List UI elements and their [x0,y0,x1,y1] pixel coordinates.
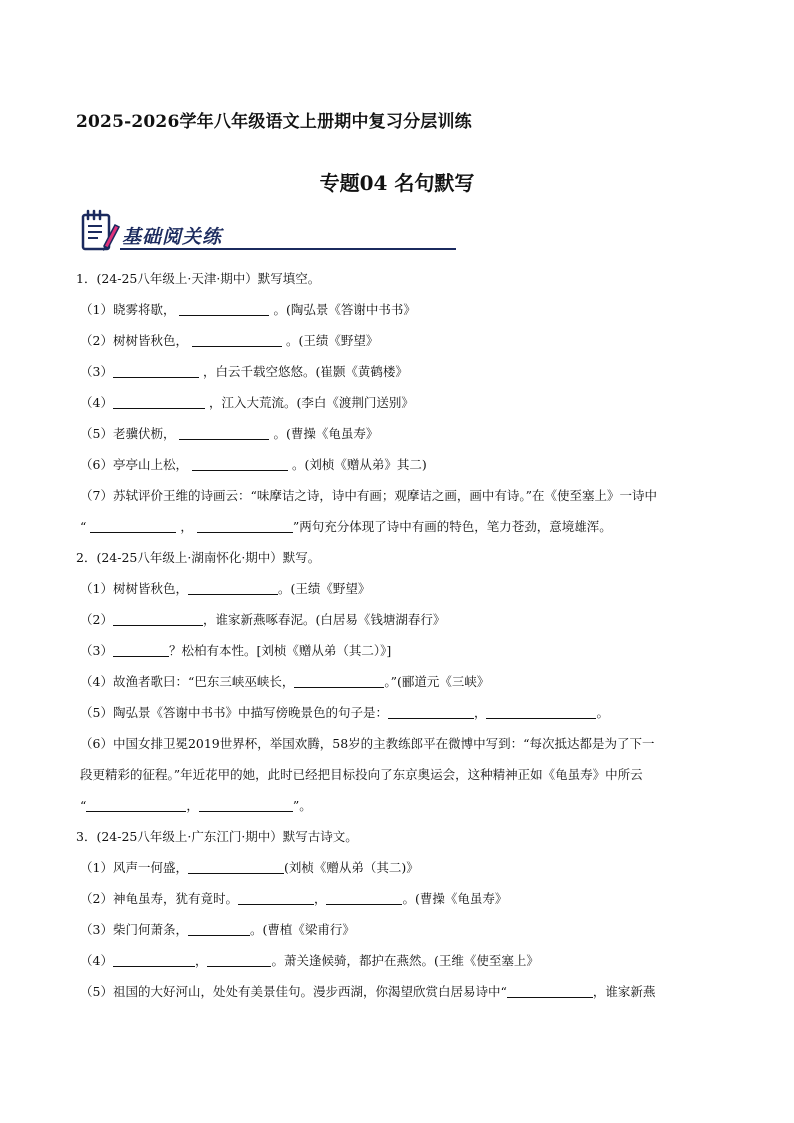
answer-blank[interactable] [179,303,269,316]
answer-blank[interactable] [188,923,250,936]
question-3-item-5: （5）祖国的大好河山，处处有美景佳句。漫步西湖，你渴望欣赏白居易诗中“ ，谁家新燕 [80,984,656,999]
question-2-item-2: （2） ，谁家新燕啄春泥。(白居易《钱塘湖春行》 [80,612,446,627]
question-2-item-4: （4）故渔者歌曰：“巴东三峡巫峡长， 。”(郦道元《三峡》 [80,674,490,689]
answer-blank[interactable] [192,334,282,347]
document-title: 2025-2026学年八年级语文上册期中复习分层训练 [76,112,472,132]
answer-blank[interactable] [179,427,269,440]
question-2-item-6-answer: “ ， ”。 [80,798,312,813]
answer-blank[interactable] [188,861,284,874]
question-2-item-6-continued: 段更精彩的征程。”年近花甲的她，此时已经把目标投向了东京奥运会，这种精神正如《龟虽寿》中所云 [80,767,643,782]
notebook-pen-icon [80,208,120,254]
question-3-stem: 3．(24-25八年级上·广东江门·期中）默写古诗文。 [76,829,358,844]
answer-blank[interactable] [113,644,169,657]
question-2-item-6: （6）中国女排卫冕2019世界杯，举国欢腾，58岁的主教练郎平在微博中写到：“每次抵达都是为了下一 [80,736,655,751]
answer-blank[interactable] [86,799,186,812]
question-2-item-1: （1）树树皆秋色， 。(王绩《野望》 [80,581,371,596]
question-1-item-1: （1）晓雾将歇， 。(陶弘景《答谢中书书》 [80,302,416,317]
answer-blank[interactable] [192,458,288,471]
answer-blank[interactable] [113,396,205,409]
question-1-stem: 1．(24-25八年级上·天津·期中）默写填空。 [76,271,321,286]
question-1-item-6: （6）亭亭山上松， 。(刘桢《赠从弟》其二) [80,457,427,472]
question-1-item-4: （4） ，江入大荒流。(李白《渡荆门送别》 [80,395,414,410]
question-3-item-3: （3）柴门何萧条， 。(曹植《梁甫行》 [80,922,355,937]
question-1-item-5: （5）老骥伏枥， 。(曹操《龟虽寿》 [80,426,379,441]
answer-blank[interactable] [388,706,474,719]
answer-blank[interactable] [90,520,176,533]
question-3-item-4: （4） ， 。萧关逢候骑，都护在燕然。(王维《使至塞上》 [80,953,539,968]
question-2-item-5: （5）陶弘景《答谢中书书》中描写傍晚景色的句子是： ， 。 [80,705,609,720]
answer-blank[interactable] [113,954,195,967]
answer-blank[interactable] [113,613,203,626]
answer-blank[interactable] [326,892,402,905]
answer-blank[interactable] [197,520,293,533]
section-label: 基础阅关练 [122,226,223,248]
answer-blank[interactable] [199,799,293,812]
answer-blank[interactable] [207,954,271,967]
answer-blank[interactable] [294,675,384,688]
question-3-item-1: （1）风声一何盛， (刘桢《赠从弟（其二)》 [80,860,419,875]
topic-title: 专题04 名句默写 [319,171,475,195]
section-underline [120,248,456,250]
answer-blank[interactable] [188,582,278,595]
question-1-item-3: （3） ，白云千载空悠悠。(崔颢《黄鹤楼》 [80,364,408,379]
question-2-item-3: （3） ？松柏有本性。[刘桢《赠从弟（其二）》] [80,643,392,658]
answer-blank[interactable] [238,892,314,905]
question-3-item-2: （2）神龟虽寿，犹有竟时。 ， 。(曹操《龟虽寿》 [80,891,508,906]
question-2-stem: 2．(24-25八年级上·湖南怀化·期中）默写。 [76,550,321,565]
answer-blank[interactable] [486,706,596,719]
answer-blank[interactable] [113,365,199,378]
question-1-item-7: （7）苏轼评价王维的诗画云：“味摩诘之诗，诗中有画；观摩诘之画，画中有诗。”在《使至塞上》一诗中 [80,488,657,503]
question-1-item-7-continued: “ ， ”两句充分体现了诗中有画的特色，笔力苍劲，意境雄浑。 [80,519,612,534]
answer-blank[interactable] [507,985,593,998]
section-header [80,208,460,254]
question-1-item-2: （2）树树皆秋色， 。(王绩《野望》 [80,333,379,348]
